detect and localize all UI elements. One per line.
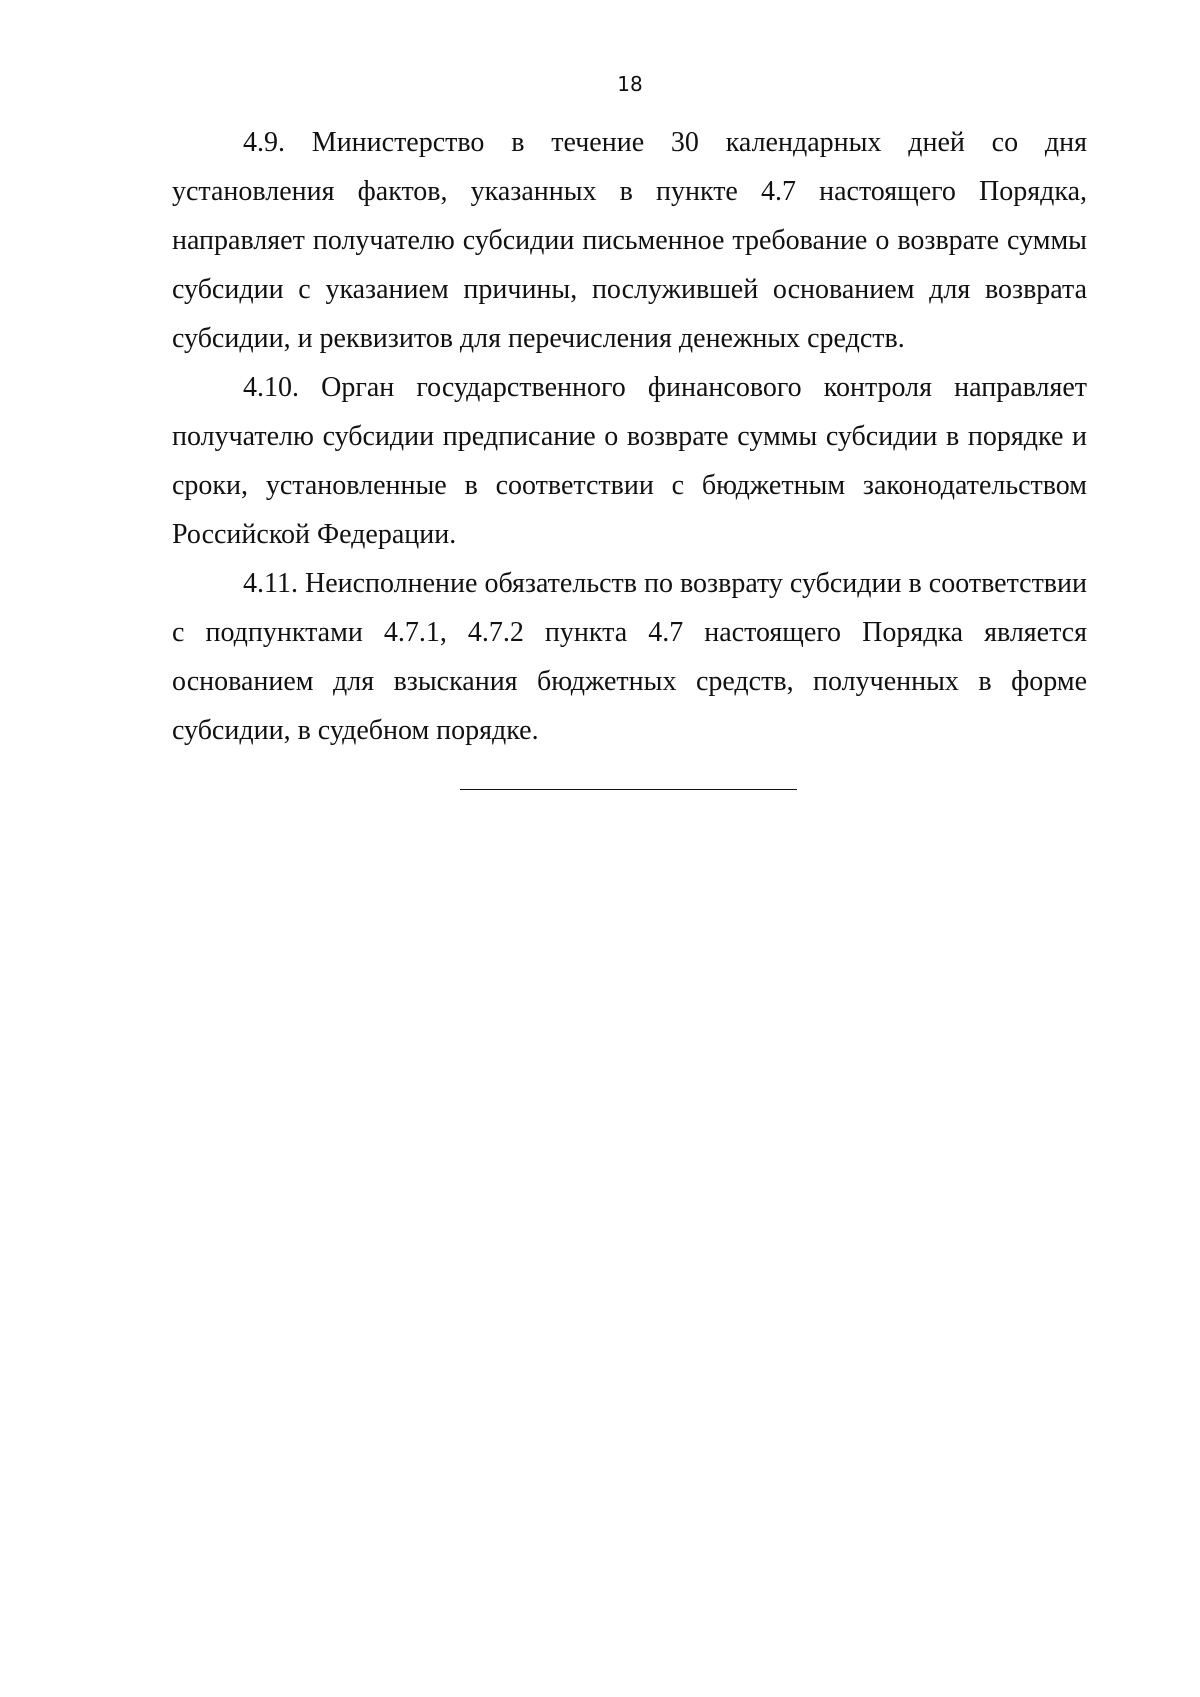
document-body [172, 118, 1087, 755]
page-number: 18 [617, 72, 643, 96]
end-separator-line [460, 789, 797, 790]
paragraph-4-11: 4.11. Неисполнение обязательств по возврату субсидии в соответствии с подпунктами 4.7.1, 4.7.2 пункта 4.7 настоящего Порядка является основанием для взыскания бюджетных средств, полученных в форме субсидии, в судебном порядке. [172, 568, 1087, 746]
paragraph-4-9: 4.9. Министерство в течение 30 календарных дней со дня установления фактов, указанных в пункте 4.7 настоящего Порядка, направляет получателю субсидии письменное требование о возврате суммы субсидии с указанием причины, послужившей основанием для возврата субсидии, и реквизитов для перечисления денежных средств. [172, 127, 1087, 354]
paragraph-4-10: 4.10. Орган государственного финансового контроля направляет получателю субсидии предписание о возврате суммы субсидии в порядке и сроки, установленные в соответствии с бюджетным законодательством Российской Федерации. [172, 372, 1087, 550]
